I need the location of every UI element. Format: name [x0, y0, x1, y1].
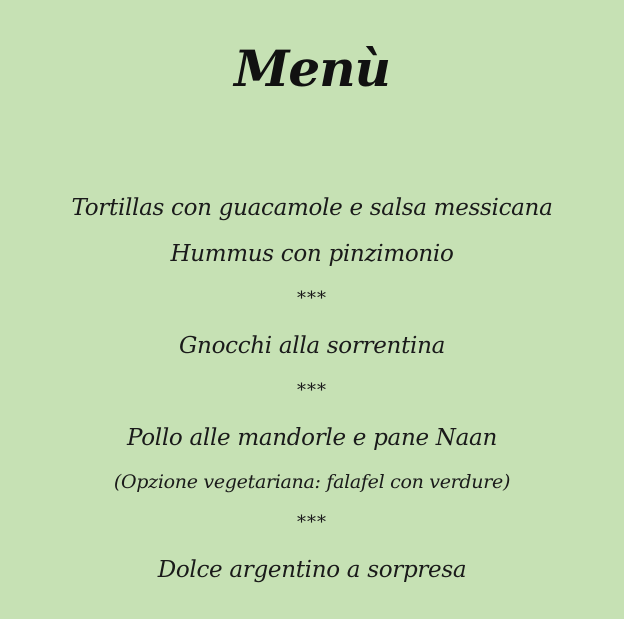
course-separator: ***: [297, 288, 327, 309]
course-separator: ***: [297, 380, 327, 401]
dish-line: Gnocchi alla sorrentina: [178, 333, 445, 359]
dish-line: Pollo alle mandorle e pane Naan: [127, 425, 497, 451]
dish-line: Tortillas con guacamole e salsa messicana: [71, 195, 553, 221]
vegetarian-option-note: (Opzione vegetariana: falafel con verdure): [113, 471, 511, 493]
dish-line: Dolce argentino a sorpresa: [157, 557, 467, 583]
course-separator: ***: [297, 512, 327, 533]
dish-line: Hummus con pinzimonio: [170, 241, 454, 267]
menu-title: Menù: [234, 39, 390, 98]
